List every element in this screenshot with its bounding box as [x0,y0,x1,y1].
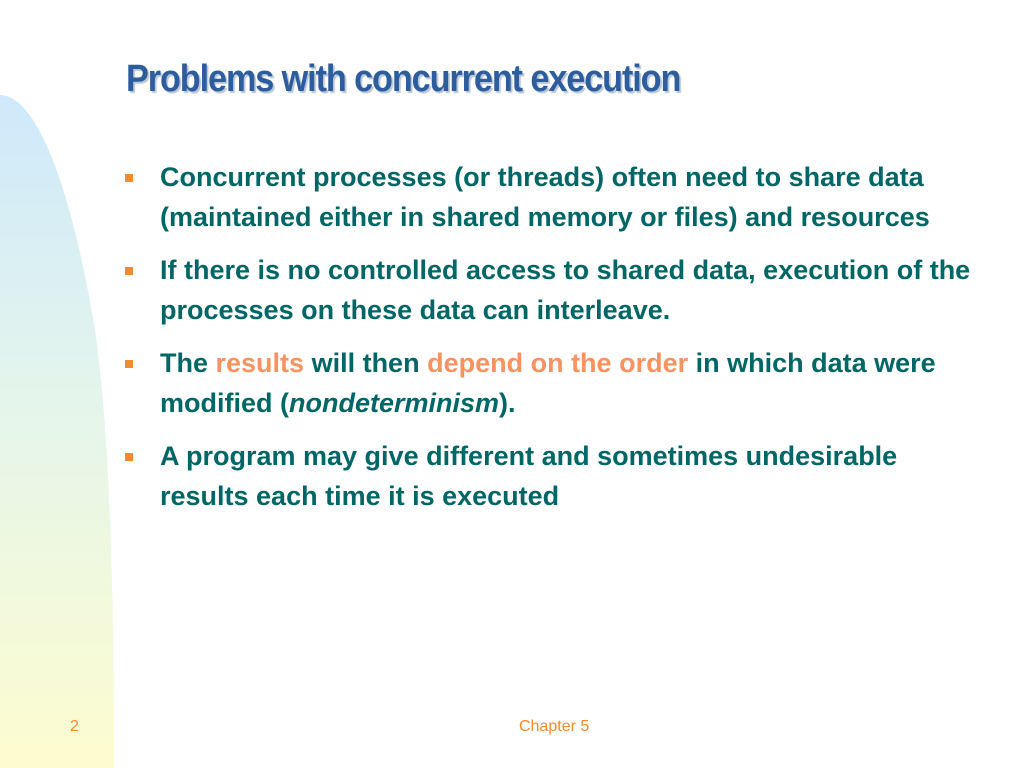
bullet-text: If there is no controlled access to shared data, execution of the processes on these data can interleave. [160,255,971,325]
page-number: 2 [70,718,79,735]
bullet-item [122,343,992,423]
bullet-text: A program may give different and sometimes undesirable results each time it is executed [160,441,898,511]
bullet-text: The [160,348,216,378]
bullet-square-icon [125,174,133,182]
bullet-item [122,250,992,330]
bullet-text: Concurrent processes (or threads) often need to share data (maintained either in shared memory or files) and resources [160,162,930,232]
bullet-text: will then [304,348,428,378]
side-gradient-decoration [0,0,120,768]
slide-title: Problems with concurrent execution [126,58,681,100]
highlight-results: results [215,348,305,378]
bullet-square-icon [125,453,133,461]
bullet-square-icon [125,267,133,275]
bullet-text: in which data were modified ( [160,348,936,418]
bullet-square-icon [125,360,133,368]
italic-nondeterminism: nondeterminism [289,388,500,418]
bullet-item [122,436,992,516]
bullet-list [122,157,992,529]
bullet-text: ). [499,388,516,418]
bullet-item [122,157,992,237]
highlight-depend-on-order: depend on the order [427,348,689,378]
footer-chapter: Chapter 5 [519,718,590,735]
